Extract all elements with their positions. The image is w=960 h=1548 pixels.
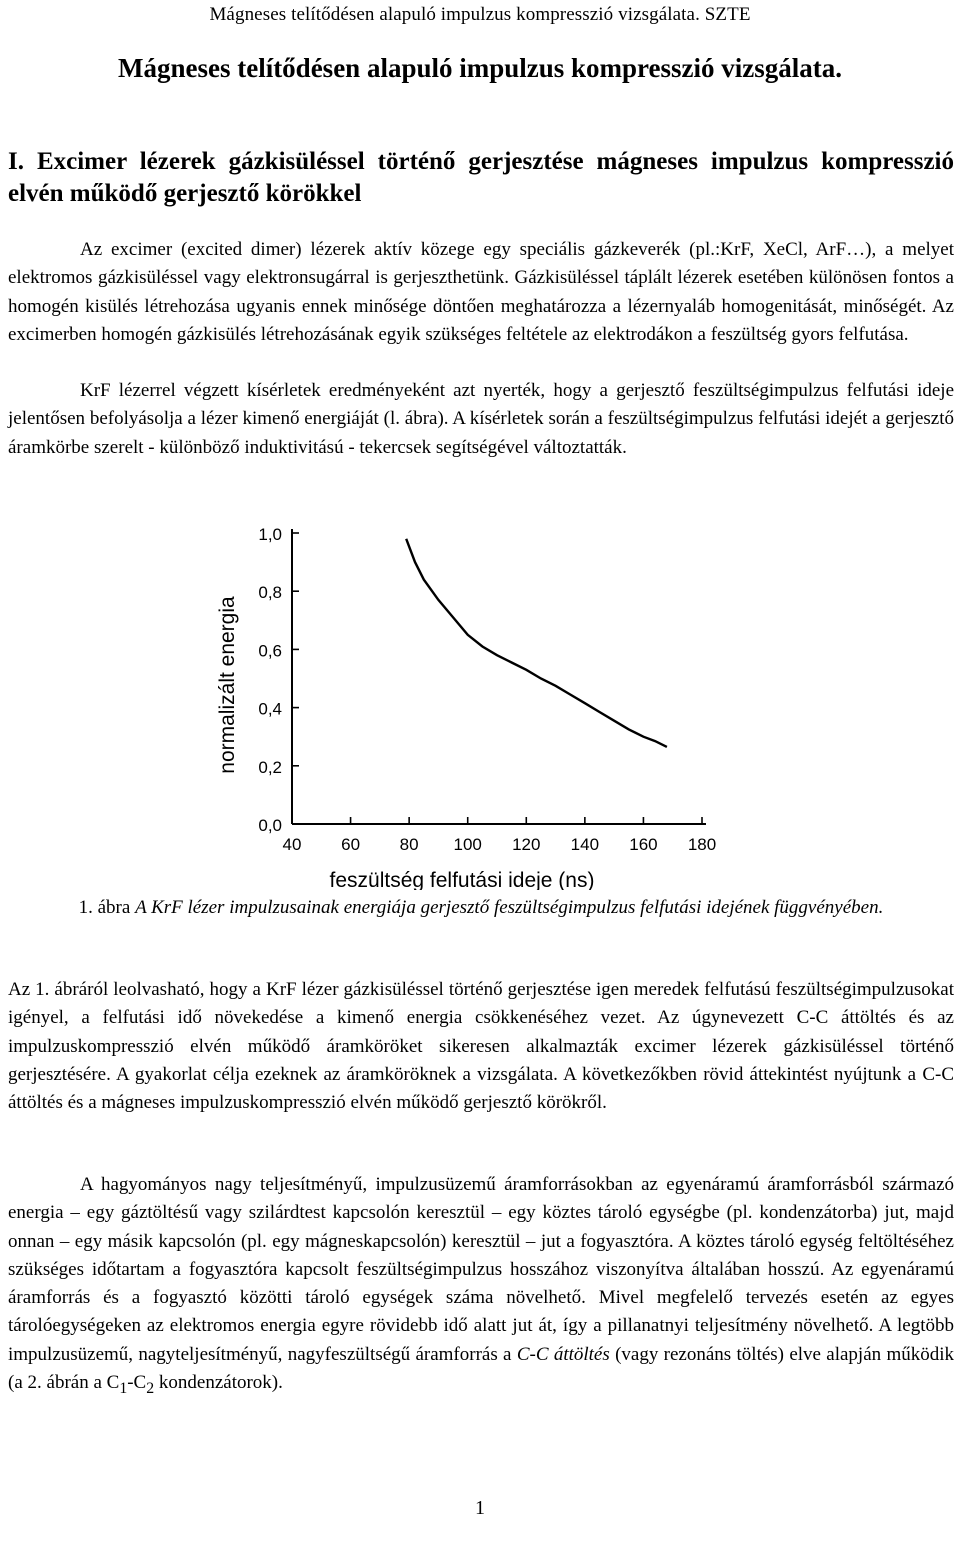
y-tick-label: 0,4: [258, 699, 282, 719]
x-tick-labels: [283, 817, 717, 854]
x-tick-label: 120: [512, 835, 541, 854]
document-title: Mágneses telítődésen alapuló impulzus kompresszió vizsgálata.: [117, 53, 843, 83]
para3-dash: -C: [127, 1372, 147, 1394]
energy-chart: [180, 520, 740, 890]
para3-text-b: (vagy rezonáns töltés) elve alapján működik (a 2. ábrán a C: [8, 1343, 955, 1394]
y-tick-label: 0,8: [258, 583, 282, 603]
para3-text-c: kondenzátorok).: [158, 1372, 283, 1394]
running-header: Mágneses telítődésen alapuló impulzus kompresszió vizsgálata. SZTE: [209, 4, 751, 25]
y-tick-label: 0,6: [258, 641, 282, 661]
page-number: 1: [475, 1497, 485, 1519]
x-tick-label: 140: [570, 835, 600, 854]
subscript-2: 2: [146, 1379, 155, 1397]
caption-text: A KrF lézer impulzusainak energiája gerjesztő feszültségimpulzus felfutási idejének függvényében.: [135, 897, 884, 918]
section-heading: I. Excimer lézerek gázkisüléssel történő gerjesztése mágneses impulzus kompresszió elvén működő gerjesztő körökkel: [8, 148, 954, 207]
x-tick-label: 80: [399, 835, 419, 854]
paragraph-traditional-sources: [8, 1171, 954, 1403]
subscript-1: 1: [119, 1379, 128, 1397]
y-axis-label: normalizált energia: [216, 596, 239, 774]
x-tick-label: 40: [282, 835, 302, 854]
caption-number: 1. ábra: [78, 897, 131, 918]
chart-axes: [292, 529, 706, 824]
x-tick-label: 60: [341, 835, 361, 854]
y-tick-label: 0,0: [258, 816, 282, 835]
para3-italic-term: C-C áttöltés: [516, 1343, 610, 1365]
x-tick-label: 180: [687, 835, 717, 854]
para3-text-a: A hagyományos nagy teljesítményű, impulzusüzemű áramforrásokban az egyenáramú áramforrásból származó energia – egy gáztöltésű vagy szilárdtest kapcsolón keresztül – egy köztes tároló egységbe (pl. kondenzátorba) jut, majd onnan – egy másik kapcsolón (pl. egy mágneskapcsolón) keresztül – jut a fogyasztóra. A köztes tároló egység feltöltéséhez szükséges időtartam a fogyasztóra kapcsolt feszültségimpulzus hosszához viszonyítva általában hosszú. Az egyenáramú áramforrás és a fogyasztó közötti tároló egységek száma növelhető. Mivel megfelelő tervezés esetén az egyes tárolóegységeken az elektromos energia egyre rövidebb idő alatt jut át, így a pillanatnyi teljesítmény növelhető. A legtöbb impulzusüzemű, nagyteljesítményű, nagyfeszültségű áramforrás a: [8, 1174, 954, 1365]
paragraph-krf-experiments: KrF lézerrel végzett kísérletek eredményeként azt nyerték, hogy a gerjesztő feszültségimpulzus felfutási ideje jelentősen befolyásolja a lézer kimenő energiáját (l. ábra). A kísérletek során a feszültségimpulzus felfutási idejét a gerjesztő áramkörbe szerelt - különböző induktivitású - tekercsek segítségével változtatták.: [8, 380, 954, 458]
y-tick-label: 0,2: [258, 757, 282, 777]
energy-curve-line: [406, 539, 667, 747]
x-axis-label: feszültség felfutási ideje (ns): [329, 869, 595, 890]
paragraph-conclusion: Az 1. ábráról leolvasható, hogy a KrF lézer gázkisüléssel történő gerjesztése igen meredek felfutású feszültségimpulzusokat igényel, a felfutási idő növekedése a kimenő energia csökkenéséhez vezet. Az úgynevezett C-C áttöltés és az impulzuskompresszió elvén működő áramköröket sikeresen alkalmazták excimer lézerek gázkisüléssel történő gerjesztésére. A gyakorlat célja ezeknek az áramköröknek a vizsgálata. A következőkben rövid áttekintést nyújtunk a C-C áttöltés és a mágneses impulzuskompresszió elvén működő gerjesztő körökről.: [8, 979, 954, 1114]
figure-caption: [8, 893, 954, 922]
paragraph-intro: Az excimer (excited dimer) lézerek aktív közege egy speciális gázkeverék (pl.:KrF, XeCl, ArF…), a melyet elektromos gázkisüléssel vagy elektronsugárral is gerjeszthetünk. Gázkisüléssel táplált lézerek esetében különösen fontos a homogén kisülés létrehozása ugyanis ennek minősége döntően meghatározza a lézernyaláb homogenitását, minőségét. Az excimerben homogén gázkisülés létrehozásának egyik szükséges feltétele az elektrodákon a feszültség gyors felfutása.: [8, 239, 954, 345]
figure-energy-vs-risetime: [180, 520, 740, 890]
x-tick-label: 160: [629, 835, 658, 854]
x-tick-label: 100: [453, 835, 482, 854]
y-tick-label: 1,0: [258, 525, 282, 544]
